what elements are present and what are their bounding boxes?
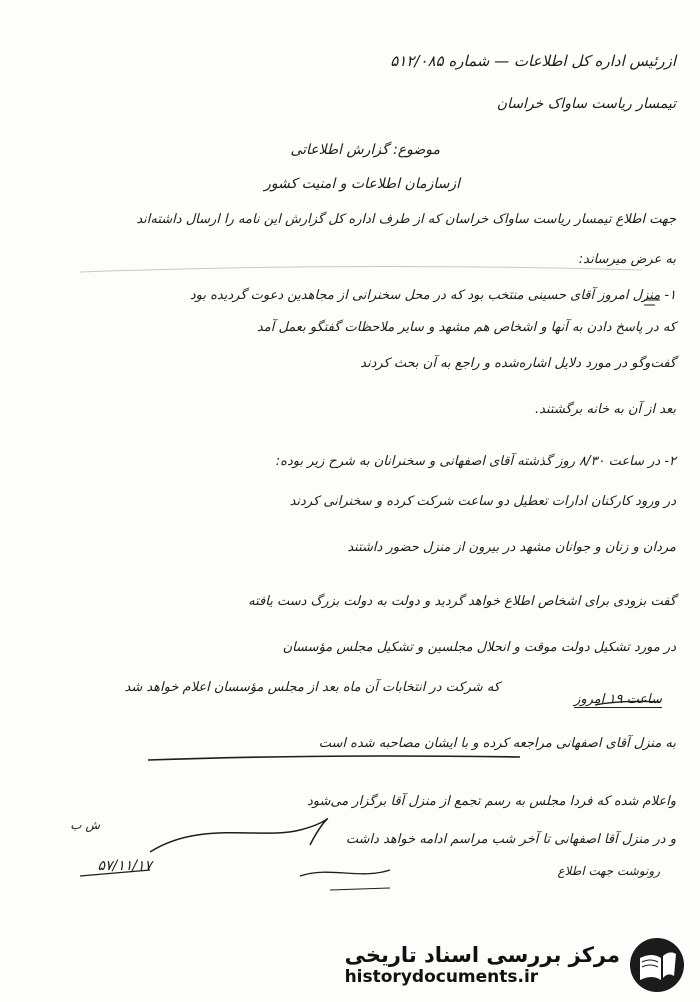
paragraph-2-line-4: گفت بزودی برای اشخاص اطلاع خواهد گردید و دولت به دولت بزرگ دست یافته [248, 594, 676, 609]
paragraph-2-line-3: مردان و زنان و جوانان مشهد در بیرون از منزل حضور داشتند [347, 540, 676, 555]
underlined-time-note: ساعت ۱۹ امروز [574, 692, 662, 707]
paragraph-2-line-2: در ورود کارکنان ادارات تعطیل دو ساعت شرکت کرده و سخنرانی کردند [289, 494, 676, 509]
signature-initials: ش ب [70, 818, 100, 832]
paragraph-1-line-4: بعد از آن به خانه برگشتند. [535, 402, 676, 417]
watermark-url: historydocuments.ir [344, 967, 539, 987]
subject-line: موضوع: گزارش اطلاعاتی [290, 142, 440, 158]
paragraph-1-line-1: ۱- منزل امروز آقای حسینی منتخب بود که در محل سخنرانی از مجاهدین دعوت گردیده بود [189, 288, 676, 303]
signature-date: ۵۷/۱۱/۱۷ [97, 858, 152, 874]
addressee-line: تیمسار ریاست ساواک خراسان [496, 96, 676, 112]
paragraph-1-line-2: که در پاسخ دادن به آنها و اشخاص هم مشهد و سایر ملاحظات گفتگو بعمل آمد [256, 320, 676, 335]
intro-line: جهت اطلاع تیمسار ریاست ساواک خراسان که از طرف اداره کل گزارش این نامه را ارسال داشته‌اند [136, 212, 676, 227]
watermark-logo [345, 936, 686, 994]
from-line: ازسازمان اطلاعات و امنیت کشور [264, 176, 460, 192]
cc-note: رونوشت جهت اطلاع [557, 864, 660, 878]
archive-book-icon [628, 936, 686, 994]
watermark-title: مرکز بررسی اسناد تاریخی [344, 943, 620, 967]
paragraph-1-line-3: گفت‌وگو در مورد دلایل اشاره‌شده و راجع به آن بحث کردند [360, 356, 676, 371]
salutation-line: به عرض میرساند: [578, 252, 676, 267]
closing-line-1: واعلام شده که فردا مجلس به رسم تجمع از منزل آقا برگزار می‌شود [306, 794, 676, 809]
paragraph-2-line-5: در مورد تشکیل دولت موقت و انحلال مجلسین و تشکیل مجلس مؤسسان [282, 640, 676, 655]
paragraph-2-line-1: ۲- در ساعت ۸/۳۰ روز گذشته آقای اصفهانی و سخنرانان به شرح زیر بوده: [275, 454, 676, 469]
closing-line-2: و در منزل آقا اصفهانی تا آخر شب مراسم ادامه خواهد داشت [345, 832, 676, 847]
letter-header-line: ازرئیس اداره کل اطلاعات — شماره ۵۱۲/۰۸۵ [390, 52, 676, 70]
paragraph-2-line-7: به منزل آقای اصفهانی مراجعه کرده و با ایشان مصاحبه شده است [318, 736, 676, 751]
paragraph-2-line-6: که شرکت در انتخابات آن ماه بعد از مجلس مؤسسان اعلام خواهد شد [124, 680, 500, 695]
